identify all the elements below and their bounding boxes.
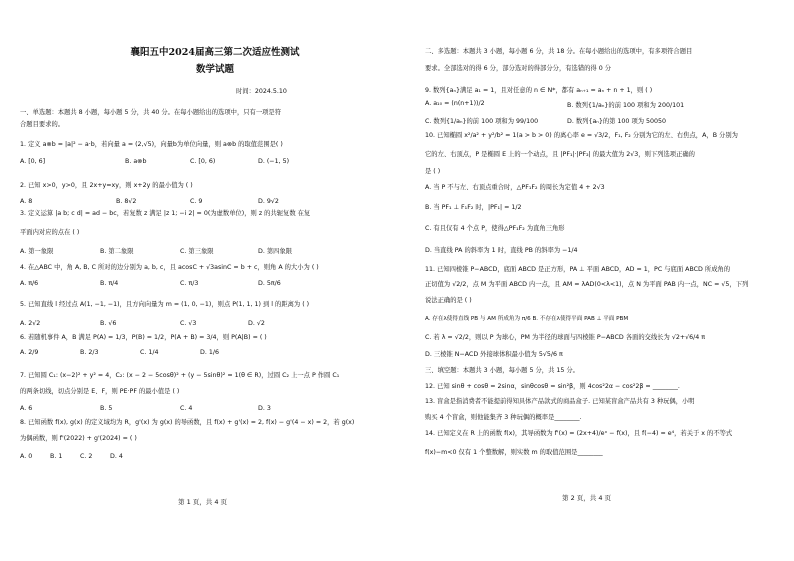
question-12: 12. 已知 sinθ + cosθ = 2sinα，sinθcosθ = sin²β，则 4cos²2α − cos²2β = ________. <box>425 383 680 390</box>
question-11: 11. 已知四棱锥 P−ABCD，底面 ABCD 是正方形，PA ⊥ 平面 ABCD，AD = 1，PC 与底面 ABCD 所成角的 <box>425 266 731 273</box>
question-6: 6. 若随机事件 A，B 满足 P(A) = 1/3，P(B) = 1/2，P(A + B) = 3/4，则 P(A|B) = ( ) <box>20 334 267 341</box>
q5-option-a: A. 2√2 <box>20 320 41 327</box>
q9-option-b: B. 数列{1/aₙ}的前 100 项和为 200/101 <box>567 102 685 109</box>
q3-option-a: A. 第一象限 <box>20 248 54 255</box>
question-14: 14. 已知定义在 R 上的函数 f(x)，其导函数为 f'(x) = (2x+4)/eˣ − f(x)，且 f(−4) = e⁴，若关于 x 的不等式 <box>425 430 733 437</box>
question-11-cont2: 说法正确的是 ( ) <box>425 297 472 304</box>
question-7-cont: 的两条切线，切点分别是 E、F，则 PE·PF 的最小值是 ( ) <box>20 388 180 395</box>
exam-time: 时间：2024.5.10 <box>236 88 287 95</box>
q10-option-a: A. 当 P 不与左、右顶点重合时，△PF₁F₂ 的周长为定值 4 + 2√3 <box>425 184 605 191</box>
q8-option-a: A. 0 <box>20 453 33 460</box>
section1-intro: 一、单选题：本题共 8 小题，每小题 5 分，共 40 分。在每小题给出的选项中，只有一项是符 <box>20 109 282 116</box>
q4-option-a: A. π/6 <box>20 280 39 287</box>
q6-option-b: B. 2/3 <box>80 349 99 356</box>
question-8-cont: 为偶函数，则 f'(2022) + g'(2024) = ( ) <box>20 435 137 442</box>
q7-option-d: D. 3 <box>258 405 271 412</box>
q3-option-b: B. 第二象限 <box>100 248 134 255</box>
q3-option-c: C. 第三象限 <box>180 248 214 255</box>
q4-option-c: C. π/3 <box>180 280 199 287</box>
q2-option-b: B. 8√2 <box>116 198 137 205</box>
q9-option-d: D. 数列{aₙ}的第 100 项为 50050 <box>567 118 667 125</box>
q9-option-c: C. 数列{1/aₙ}的前 100 项和为 99/100 <box>425 118 539 125</box>
question-4: 4. 在△ABC 中，角 A, B, C 所对的边分别为 a, b, c，且 acosC + √3asinC = b + c，则角 A 的大小为 ( ) <box>20 264 319 271</box>
section1-intro-cont: 合题目要求的。 <box>20 121 65 128</box>
q2-option-c: C. 9 <box>190 198 203 205</box>
q7-option-b: B. 5 <box>100 405 113 412</box>
section3-intro: 三、填空题：本题共 3 小题，每小题 5 分，共 15 分。 <box>425 367 579 374</box>
exam-title: 襄阳五中2024届高三第二次适应性测试 <box>130 47 300 58</box>
q9-option-a: A. a₁₀ = (n(n+1))/2 <box>425 100 485 107</box>
q10-option-c: C. 有且仅有 4 个点 P，使得△PF₁F₂ 为直角三角形 <box>425 225 565 232</box>
q10-option-d: D. 当直线 PA 的斜率为 1 时，直线 PB 的斜率为 −1/4 <box>425 247 578 254</box>
question-11-cont: 正切值为 √2/2，点 M 为平面 ABCD 内一点，且 AM = λAD(0<λ<1)，点 N 为平面 PAB 内一点，NC = √5，下列 <box>425 281 749 288</box>
question-3: 3. 定义运算 |a b; c d| = ad − bc，若复数 z 满足 |z 1; −i 2| = 0(为虚数单位)，则 z 的共轭复数 在复 <box>20 210 311 217</box>
question-1: 1. 定义 a⊗b = |a|² − a·b，若向量 a = (2,√5)，向量b为单位向量，则 a⊗b 的取值范围是( ) <box>20 141 283 148</box>
question-10-cont: 它的左、右顶点，P 是椭圆 E 上的一个动点，且 |PF₁|·|PF₂| 的最大值为 2√3，则下列选项正确的 <box>425 151 695 158</box>
question-13-cont: 购买 4 个盲盒，则他能集齐 3 种玩偶的概率是________. <box>425 414 582 421</box>
question-14-cont: f(x)−m<0 仅有 1 个整数解，则实数 m 的取值范围是________ <box>425 449 603 456</box>
question-9: 9. 数列{aₙ}满足 a₁ = 1，且对任意的 n ∈ N*，都有 aₙ₊₁ = aₙ + n + 1，则 ( ) <box>425 87 653 94</box>
question-5: 5. 已知直线 l 经过点 A(1, −1, −1)，且方向向量为 m = (1, 0, −1)，则点 P(1, 1, 1) 到 l 的距离为 ( ) <box>20 301 310 308</box>
q2-option-a: A. 8 <box>20 198 33 205</box>
q2-option-d: D. 9√2 <box>258 198 279 205</box>
question-10: 10. 已知椭圆 x²/a² + y²/b² = 1(a > b > 0) 的离心率 e = √3/2，F₁, F₂ 分别为它的左、右焦点，A，B 分别为 <box>425 132 738 139</box>
q8-option-c: C. 2 <box>80 453 93 460</box>
question-3-cont: 平面内对应的点在 ( ) <box>20 229 80 236</box>
q11-option-c: C. 若 λ = √2/2，则以 P 为球心，PM 为半径的球面与四棱锥 P−ABCD 各面的交线长为 √2+√6/4 π <box>425 334 706 341</box>
q4-option-d: D. 5π/6 <box>258 280 281 287</box>
q4-option-b: B. π/4 <box>100 280 119 287</box>
q7-option-a: A. 6 <box>20 405 33 412</box>
section2-intro: 二、多选题：本题共 3 小题，每小题 6 分，共 18 分。在每小题给出的选项中，有多项符合题目 <box>425 48 693 55</box>
q11-option-d: D. 三棱锥 N−ACD 外接球体积最小值为 5√5/6 π <box>425 351 563 358</box>
q8-option-b: B. 1 <box>50 453 63 460</box>
exam-subtitle: 数学试题 <box>195 64 234 75</box>
q3-option-d: D. 第四象限 <box>258 248 293 255</box>
q6-option-a: A. 2/9 <box>20 349 39 356</box>
page-number-left: 第 1 页，共 4 页 <box>178 498 228 506</box>
right-page <box>397 0 794 561</box>
section2-intro-cont: 要求。全部选对的得 6 分，部分选对的得部分分，有选错的得 0 分 <box>425 65 612 72</box>
question-13: 13. 盲盒是指消费者不能提前得知具体产品款式的商品盒子. 已知某盲盒产品共有 3 种玩偶，小明 <box>425 398 695 405</box>
q1-option-b: B. a⊗b <box>125 158 147 165</box>
q7-option-c: C. 4 <box>180 405 193 412</box>
q6-option-c: C. 1/4 <box>140 349 159 356</box>
question-10-cont2: 是 ( ) <box>425 168 441 175</box>
q1-option-d: D. (−1, 5) <box>258 158 290 165</box>
q10-option-b: B. 当 PF₁ ⊥ F₁F₂ 时，|PF₁| = 1/2 <box>425 204 522 211</box>
q6-option-d: D. 1/6 <box>200 349 219 356</box>
q8-option-d: D. 4 <box>110 453 123 460</box>
q11-option-ab: A. 存在λ使得直线 PB 与 AM 所成角为 π/6 B. 不存在λ使得平面 PAB ⊥ 平面 PBM <box>425 316 629 322</box>
page-number-right: 第 2 页，共 4 页 <box>562 494 612 502</box>
q5-option-b: B. √6 <box>100 320 117 327</box>
question-2: 2. 已知 x>0，y>0，且 2x+y=xy，则 x+2y 的最小值为 ( ) <box>20 182 193 189</box>
q1-option-a: A. [0, 6] <box>20 158 46 165</box>
q1-option-c: C. [0, 6) <box>190 158 216 165</box>
question-8: 8. 已知函数 f(x), g(x) 的定义域均为 R，g'(x) 为 g(x) 的导函数，且 f(x) + g'(x) = 2, f(x) − g'(4 − x) = 2，若 g(x) <box>20 419 355 426</box>
q5-option-d: D. √2 <box>248 320 265 327</box>
question-7: 7. 已知圆 C₁: (x−2)² + y² = 4，C₂: (x − 2 − 5cosθ)² + (y − 5sinθ)² = 1(θ ∈ R)，过圆 C₂ 上一点 P 作圆 C₁ <box>20 372 340 379</box>
q5-option-c: C. √3 <box>180 320 197 327</box>
